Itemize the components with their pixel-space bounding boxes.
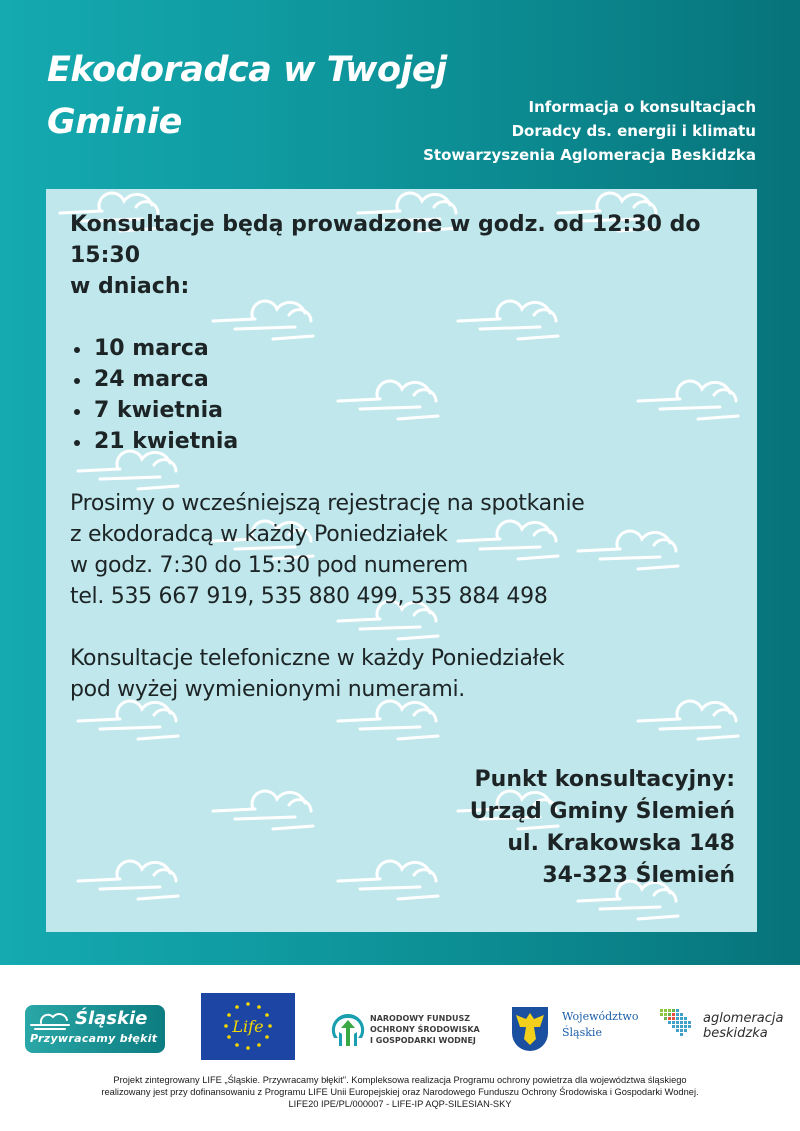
- eu-stars-icon: [201, 993, 295, 1060]
- info-panel: [46, 189, 757, 932]
- phone-numbers: tel. 535 667 919, 535 880 499, 535 884 498: [70, 584, 548, 609]
- title-line-2: Gminie: [47, 102, 182, 142]
- address-line: ul. Krakowska 148: [507, 831, 735, 856]
- schedule-content: [70, 209, 757, 705]
- funding-line: Projekt zintegrowany LIFE „Śląskie. Przywracamy błękit". Kompleksowa realizacja Programu ochrony powietrza dla województwa śląskiego: [113, 1075, 687, 1085]
- slaskie-logo: [25, 1005, 165, 1053]
- subtitle-line: Doradcy ds. energii i klimatu: [511, 122, 756, 140]
- nfos-line: NARODOWY FUNDUSZ: [370, 1014, 471, 1023]
- schedule-intro-2: w dniach:: [70, 274, 190, 299]
- cloud-icon: [29, 1009, 73, 1031]
- schedule-intro: Konsultacje będą prowadzone w godz. od 12:30 do 15:30: [70, 212, 701, 268]
- registration-line: w godz. 7:30 do 15:30 pod numerem: [70, 553, 468, 578]
- address-line: 34-323 Ślemień: [542, 863, 735, 888]
- date-list: [70, 333, 757, 457]
- wojewodztwo-slaskie-logo: [510, 1005, 639, 1055]
- pixel-map-icon: [658, 1005, 700, 1045]
- nfos-line: OCHRONY ŚRODOWISKA: [370, 1025, 480, 1034]
- aglomeracja-line: aglomeracja: [703, 1011, 784, 1026]
- coat-of-arms-icon: [510, 1005, 550, 1053]
- eu-life-logo: [201, 993, 295, 1060]
- svg-text:Life: Life: [232, 1017, 264, 1036]
- subtitle: [423, 95, 756, 167]
- aglomeracja-line: beskidzka: [703, 1026, 768, 1041]
- list-item: 10 marca: [70, 333, 757, 364]
- nfosigw-logo: [330, 1010, 490, 1050]
- cloud-icon: [336, 849, 451, 904]
- wojewodztwo-line: Województwo: [562, 1010, 639, 1023]
- title-line-1: Ekodoradca w Twojej: [47, 50, 447, 90]
- consultation-address: [470, 764, 735, 892]
- aglomeracja-beskidzka-logo: [658, 1003, 793, 1051]
- partner-logos: [0, 985, 800, 1065]
- cloud-icon: [211, 779, 326, 834]
- phone-consult-line: Konsultacje telefoniczne w każdy Poniedziałek: [70, 646, 565, 671]
- slaskie-tagline: Przywracamy błękit: [30, 1032, 158, 1045]
- address-line: Punkt konsultacyjny:: [474, 767, 735, 792]
- subtitle-line: Stowarzyszenia Aglomeracja Beskidzka: [423, 146, 756, 164]
- phone-consult-info: [70, 643, 757, 705]
- nfos-line: I GOSPODARKI WODNEJ: [370, 1036, 476, 1045]
- funding-note: [0, 1074, 800, 1110]
- subtitle-line: Informacja o konsultacjach: [528, 98, 756, 116]
- cloud-icon: [76, 849, 191, 904]
- registration-line: Prosimy o wcześniejszą rejestrację na spotkanie: [70, 491, 585, 516]
- funding-line: realizowany jest przy dofinansowaniu z Programu LIFE Unii Europejskiej oraz Narodowego Funduszu Ochrony Środowiska i Gospodarki Wodnej.: [101, 1087, 699, 1097]
- nfosigw-emblem-icon: [330, 1012, 366, 1048]
- wojewodztwo-line: Śląskie: [562, 1026, 602, 1039]
- funding-line: LIFE20 IPE/PL/000007 - LIFE-IP AQP-SILESIAN-SKY: [288, 1099, 512, 1109]
- list-item: 24 marca: [70, 364, 757, 395]
- address-line: Urząd Gminy Ślemień: [469, 799, 735, 824]
- list-item: 7 kwietnia: [70, 395, 757, 426]
- registration-line: z ekodoradcą w każdy Poniedziałek: [70, 522, 448, 547]
- slaskie-title: Śląskie: [75, 1008, 148, 1029]
- list-item: 21 kwietnia: [70, 426, 757, 457]
- phone-consult-line: pod wyżej wymienionymi numerami.: [70, 677, 466, 702]
- registration-info: [70, 488, 757, 612]
